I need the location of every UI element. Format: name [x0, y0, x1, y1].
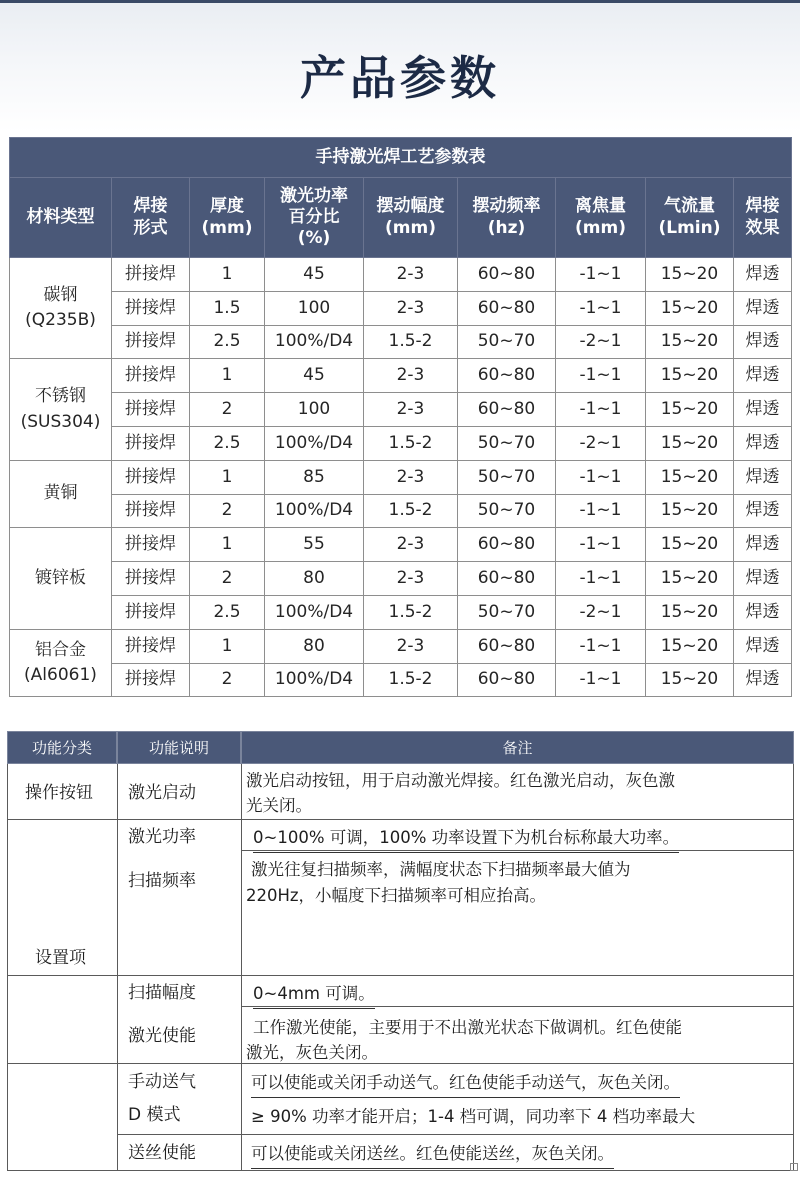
grid-line	[7, 819, 794, 820]
column-header: 摆动幅度 (mm)	[364, 178, 458, 258]
note-scan-amplitude: 0~4mm 可调。	[253, 981, 375, 1009]
table-cell: -1~1	[556, 393, 646, 427]
table-cell: -1~1	[556, 528, 646, 562]
table-row	[10, 426, 792, 460]
grid-line	[7, 1170, 794, 1171]
table-cell: 60~80	[458, 393, 556, 427]
header-category: 功能分类	[7, 731, 117, 764]
table-cell: 60~80	[458, 359, 556, 393]
table-cell: 焊透	[734, 325, 792, 359]
grid-line	[241, 764, 242, 1170]
table-cell: 45	[265, 359, 364, 393]
note-d-mode: ≥ 90% 功率才能开启；1-4 档可调，同功率下 4 档功率最大	[251, 1107, 696, 1126]
table-cell: 拼接焊	[112, 595, 190, 629]
table-cell: -1~1	[556, 629, 646, 663]
table-cell: 50~70	[458, 325, 556, 359]
table-row	[10, 460, 792, 494]
table-cell: 拼接焊	[112, 528, 190, 562]
table-cell: -2~1	[556, 325, 646, 359]
table-cell: 焊透	[734, 663, 792, 697]
welding-parameters-table	[9, 137, 792, 697]
table-cell: 50~70	[458, 494, 556, 528]
table-cell: 焊透	[734, 595, 792, 629]
column-header: 气流量 (Lmin)	[646, 178, 734, 258]
table-cell: 1	[190, 629, 265, 663]
function-scan-frequency: 扫描频率	[128, 871, 196, 891]
table-cell: -2~1	[556, 595, 646, 629]
table-cell: 100%/D4	[265, 595, 364, 629]
function-scan-amplitude: 扫描幅度	[128, 983, 196, 1003]
table-cell: 15~20	[646, 528, 734, 562]
function-laser-power: 激光功率	[128, 827, 196, 847]
table-row	[10, 393, 792, 427]
table-row	[10, 494, 792, 528]
category-operation: 操作按钮	[25, 783, 93, 803]
table-cell: 1.5-2	[364, 426, 458, 460]
column-header: 厚度 (mm)	[190, 178, 265, 258]
note-scan-frequency-line1: 激光往复扫描频率，满幅度状态下扫描频率最大値为	[251, 860, 631, 879]
top-border	[0, 0, 800, 3]
table-cell: 拼接焊	[112, 562, 190, 596]
table-cell: 100	[265, 393, 364, 427]
table-cell: 2-3	[364, 562, 458, 596]
table-cell: 1.5-2	[364, 325, 458, 359]
table-cell: -1~1	[556, 562, 646, 596]
table-cell: 2-3	[364, 291, 458, 325]
table-cell: 2-3	[364, 359, 458, 393]
note-wire-feed: 可以使能或关闭送丝。红色使能送丝，灰色关闭。	[251, 1141, 614, 1169]
material-cell: 不锈钢 (SUS304)	[10, 359, 112, 460]
table-cell: 15~20	[646, 629, 734, 663]
column-header: 焊接 形式	[112, 178, 190, 258]
table-row	[10, 663, 792, 697]
table-cell: 100	[265, 291, 364, 325]
table-cell: 焊透	[734, 460, 792, 494]
table-cell: 50~70	[458, 595, 556, 629]
table-cell: 拼接焊	[112, 426, 190, 460]
grid-line	[7, 764, 8, 1170]
table-cell: 1.5-2	[364, 595, 458, 629]
table-cell: 2-3	[364, 393, 458, 427]
header-function: 功能说明	[117, 731, 241, 764]
table-cell: 80	[265, 629, 364, 663]
table-cell: 拼接焊	[112, 460, 190, 494]
table-cell: -1~1	[556, 663, 646, 697]
table-cell: 1	[190, 258, 265, 292]
function-laser-start: 激光启动	[128, 783, 196, 803]
grid-line	[7, 1063, 794, 1064]
column-header: 离焦量 (mm)	[556, 178, 646, 258]
table-cell: 60~80	[458, 291, 556, 325]
table-cell: -1~1	[556, 291, 646, 325]
column-header: 焊接 效果	[734, 178, 792, 258]
table-cell: 100%/D4	[265, 325, 364, 359]
table-cell: 50~70	[458, 460, 556, 494]
table-cell: 1	[190, 460, 265, 494]
table-cell: 焊透	[734, 426, 792, 460]
table-cell: 15~20	[646, 494, 734, 528]
function-d-mode: D 模式	[128, 1105, 181, 1125]
table-cell: 2	[190, 562, 265, 596]
table-cell: 60~80	[458, 562, 556, 596]
table-cell: 拼接焊	[112, 359, 190, 393]
table-cell: 拼接焊	[112, 629, 190, 663]
table-cell: 80	[265, 562, 364, 596]
table-cell: 2	[190, 663, 265, 697]
table-cell: 60~80	[458, 629, 556, 663]
table-cell: 15~20	[646, 393, 734, 427]
table-cell: 15~20	[646, 291, 734, 325]
note-scan-frequency-line2: 220Hz，小幅度下扫描频率可相应抬高。	[246, 886, 547, 905]
page-header	[0, 0, 800, 132]
table-row	[10, 325, 792, 359]
table-row	[10, 629, 792, 663]
function-table-header	[7, 731, 794, 764]
header-note: 备注	[241, 731, 794, 764]
table-cell: 15~20	[646, 426, 734, 460]
table-cell: -1~1	[556, 258, 646, 292]
table-caption-row	[10, 138, 792, 178]
table-row	[10, 258, 792, 292]
table-cell: 拼接焊	[112, 291, 190, 325]
table-cell: 2-3	[364, 629, 458, 663]
table-cell: 55	[265, 528, 364, 562]
function-laser-enable: 激光使能	[128, 1026, 196, 1046]
category-settings: 设置项	[35, 948, 86, 968]
column-header: 材料类型	[10, 178, 112, 258]
table-cell: 拼接焊	[112, 258, 190, 292]
page-title: 产品参数	[300, 51, 500, 105]
table-cell: -2~1	[556, 426, 646, 460]
table-cell: 2-3	[364, 258, 458, 292]
table-cell: 1.5	[190, 291, 265, 325]
table-cell: 焊透	[734, 258, 792, 292]
function-wire-feed: 送丝使能	[128, 1143, 196, 1163]
grid-line	[793, 764, 794, 1170]
note-laser-start-line2: 光关闭。	[246, 796, 312, 815]
table-cell: 15~20	[646, 359, 734, 393]
table-row	[10, 359, 792, 393]
table-header-row	[10, 178, 792, 258]
note-laser-enable-line2: 激光，灰色关闭。	[246, 1043, 378, 1062]
table-cell: -1~1	[556, 494, 646, 528]
table-cell: 100%/D4	[265, 426, 364, 460]
table-cell: 1.5-2	[364, 663, 458, 697]
note-laser-enable-line1: 工作激光使能，主要用于不出激光状态下做调机。红色使能	[253, 1018, 682, 1037]
table-cell: 2-3	[364, 460, 458, 494]
table-cell: 2-3	[364, 528, 458, 562]
table-cell: 拼接焊	[112, 393, 190, 427]
table-caption: 手持激光焊工艺参数表	[10, 138, 792, 178]
table-cell: 1	[190, 359, 265, 393]
table-cell: 2	[190, 393, 265, 427]
material-cell: 碳钢 (Q235B)	[10, 258, 112, 359]
table-cell: 焊透	[734, 393, 792, 427]
table-cell: -1~1	[556, 460, 646, 494]
table-cell: 焊透	[734, 359, 792, 393]
table-row	[10, 595, 792, 629]
table-cell: 15~20	[646, 460, 734, 494]
table-cell: 1	[190, 528, 265, 562]
table-cell: 拼接焊	[112, 494, 190, 528]
table-cell: 2.5	[190, 325, 265, 359]
table-cell: 45	[265, 258, 364, 292]
corner-marker	[790, 1163, 798, 1171]
material-cell: 镀锌板	[10, 528, 112, 629]
table-row	[10, 291, 792, 325]
table-cell: -1~1	[556, 359, 646, 393]
table-cell: 拼接焊	[112, 325, 190, 359]
table-cell: 焊透	[734, 494, 792, 528]
table-cell: 焊透	[734, 629, 792, 663]
table-cell: 15~20	[646, 663, 734, 697]
material-cell: 铝合金 (Al6061)	[10, 629, 112, 697]
table-cell: 焊透	[734, 528, 792, 562]
note-manual-gas: 可以使能或关闭手动送气。红色使能手动送气，灰色关闭。	[251, 1070, 680, 1098]
grid-line	[117, 764, 118, 1170]
table-cell: 15~20	[646, 325, 734, 359]
function-manual-gas: 手动送气	[128, 1072, 196, 1092]
note-laser-power: 0~100% 可调，100% 功率设置下为机台标称最大功率。	[253, 825, 679, 853]
table-cell: 15~20	[646, 258, 734, 292]
table-cell: 60~80	[458, 528, 556, 562]
table-cell: 50~70	[458, 426, 556, 460]
table-row	[10, 528, 792, 562]
function-table	[7, 731, 794, 1171]
table-row	[10, 562, 792, 596]
note-laser-start-line1: 激光启动按钮，用于启动激光焊接。红色激光启动，灰色激	[246, 771, 675, 790]
column-header: 摆动频率 (hz)	[458, 178, 556, 258]
table-cell: 2	[190, 494, 265, 528]
table-cell: 60~80	[458, 663, 556, 697]
table-cell: 100%/D4	[265, 663, 364, 697]
table-cell: 2.5	[190, 595, 265, 629]
table-cell: 15~20	[646, 562, 734, 596]
grid-line	[7, 975, 794, 976]
table-cell: 焊透	[734, 562, 792, 596]
material-cell: 黄铜	[10, 460, 112, 528]
grid-line	[117, 1134, 794, 1135]
table-cell: 85	[265, 460, 364, 494]
table-cell: 1.5-2	[364, 494, 458, 528]
table-cell: 60~80	[458, 258, 556, 292]
table-cell: 2.5	[190, 426, 265, 460]
table-cell: 100%/D4	[265, 494, 364, 528]
table-cell: 拼接焊	[112, 663, 190, 697]
table-cell: 15~20	[646, 595, 734, 629]
table-cell: 焊透	[734, 291, 792, 325]
column-header: 激光功率 百分比 (%)	[265, 178, 364, 258]
